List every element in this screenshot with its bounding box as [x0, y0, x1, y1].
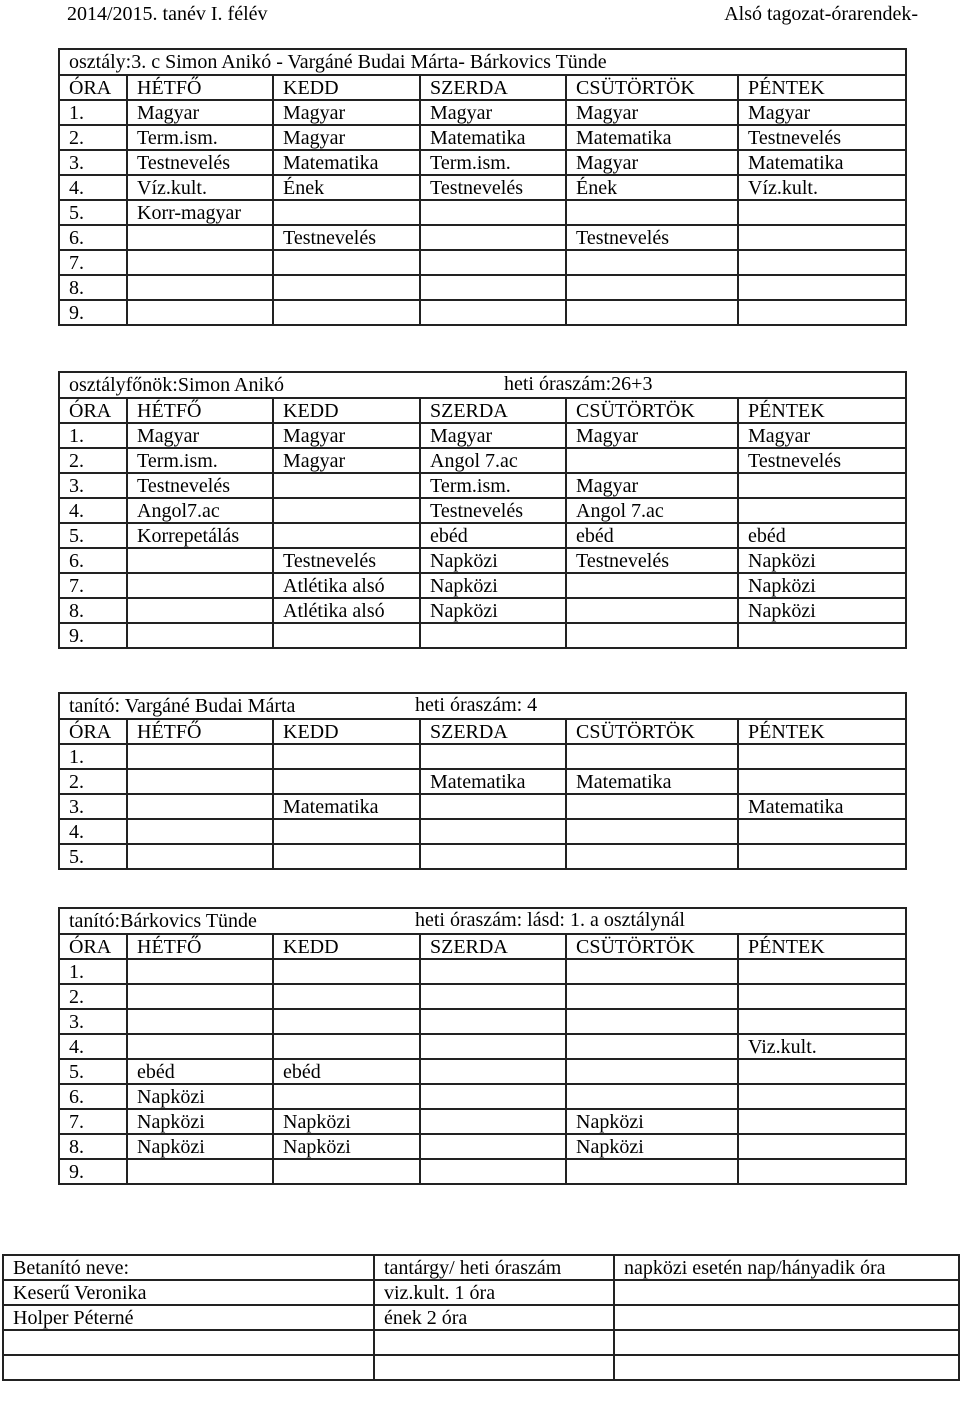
day-header-cell: PÉNTEK	[738, 398, 906, 423]
lesson-cell: Angol 7.ac	[566, 498, 738, 523]
lesson-cell	[738, 819, 906, 844]
lesson-cell	[566, 275, 738, 300]
day-header-row	[59, 398, 906, 423]
lesson-cell	[127, 275, 273, 300]
lesson-cell	[127, 1009, 273, 1034]
lesson-cell	[738, 275, 906, 300]
day-header-cell: KEDD	[273, 719, 420, 744]
lesson-row	[59, 175, 906, 200]
lesson-cell	[566, 250, 738, 275]
lesson-row	[59, 150, 906, 175]
lesson-row	[59, 250, 906, 275]
lesson-cell	[566, 598, 738, 623]
lesson-cell	[273, 498, 420, 523]
day-header-row	[59, 934, 906, 959]
lesson-number: 4.	[59, 175, 127, 200]
lesson-number: 4.	[59, 498, 127, 523]
document-header-left: 2014/2015. tanév I. félév	[67, 3, 268, 25]
lesson-number: 9.	[59, 1159, 127, 1184]
lesson-cell: Term.ism.	[127, 448, 273, 473]
lesson-row	[59, 300, 906, 325]
lesson-cell	[566, 844, 738, 869]
lesson-number: 5.	[59, 1059, 127, 1084]
lesson-cell	[420, 744, 566, 769]
lesson-number: 5.	[59, 844, 127, 869]
lesson-cell	[738, 623, 906, 648]
day-header-cell: ÓRA	[59, 934, 127, 959]
lesson-cell: Víz.kult.	[738, 175, 906, 200]
lesson-cell: Testnevelés	[566, 225, 738, 250]
lesson-cell	[420, 1009, 566, 1034]
lesson-cell: Angol7.ac	[127, 498, 273, 523]
lesson-row	[59, 498, 906, 523]
substitute-row	[3, 1330, 959, 1355]
lesson-number: 3.	[59, 150, 127, 175]
lesson-cell: Magyar	[566, 423, 738, 448]
lesson-row	[59, 100, 906, 125]
lesson-row	[59, 984, 906, 1009]
lesson-cell	[273, 819, 420, 844]
lesson-cell: Magyar	[273, 100, 420, 125]
lesson-number: 2.	[59, 769, 127, 794]
lesson-cell	[738, 984, 906, 1009]
lesson-cell: Ének	[566, 175, 738, 200]
lesson-cell: Viz.kult.	[738, 1034, 906, 1059]
lesson-row	[59, 448, 906, 473]
day-header-cell: HÉTFŐ	[127, 398, 273, 423]
lesson-cell: Testnevelés	[127, 473, 273, 498]
lesson-row	[59, 1159, 906, 1184]
substitute-cell: ének 2 óra	[374, 1305, 614, 1330]
substitute-cell	[374, 1330, 614, 1355]
lesson-row	[59, 548, 906, 573]
lesson-cell	[127, 573, 273, 598]
lesson-cell	[273, 623, 420, 648]
lesson-row	[59, 125, 906, 150]
lesson-cell	[566, 819, 738, 844]
substitute-row	[3, 1280, 959, 1305]
lesson-cell	[738, 1109, 906, 1134]
lesson-cell	[420, 225, 566, 250]
lesson-cell	[738, 473, 906, 498]
day-header-cell: CSÜTÖRTÖK	[566, 719, 738, 744]
lesson-cell	[127, 1034, 273, 1059]
lesson-cell: Term.ism.	[127, 125, 273, 150]
lesson-cell	[566, 959, 738, 984]
lesson-row	[59, 598, 906, 623]
lesson-cell: Atlétika alsó	[273, 598, 420, 623]
lesson-cell	[273, 250, 420, 275]
lesson-cell	[738, 1084, 906, 1109]
lesson-number: 3.	[59, 794, 127, 819]
lesson-number: 6.	[59, 225, 127, 250]
lesson-cell	[273, 769, 420, 794]
substitute-cell: Keserű Veronika	[3, 1280, 374, 1305]
lesson-cell: Napközi	[738, 548, 906, 573]
lesson-cell: Testnevelés	[127, 150, 273, 175]
lesson-cell	[127, 1159, 273, 1184]
lesson-cell: Matematika	[420, 125, 566, 150]
lesson-number: 8.	[59, 598, 127, 623]
lesson-cell	[738, 1059, 906, 1084]
lesson-cell: Matematika	[566, 769, 738, 794]
timetable-title-left: tanító: Vargáné Budai Márta	[69, 695, 296, 717]
lesson-cell: Angol 7.ac	[420, 448, 566, 473]
lesson-cell: Napközi	[273, 1109, 420, 1134]
lesson-cell	[738, 225, 906, 250]
lesson-cell	[420, 1084, 566, 1109]
lesson-cell	[127, 623, 273, 648]
day-header-cell: SZERDA	[420, 398, 566, 423]
lesson-cell	[566, 1159, 738, 1184]
substitute-cell: Holper Péterné	[3, 1305, 374, 1330]
class-timetable	[58, 48, 907, 326]
homeroom-teacher-timetable	[58, 371, 907, 649]
lesson-cell	[566, 1084, 738, 1109]
lesson-row	[59, 959, 906, 984]
lesson-row	[59, 794, 906, 819]
lesson-cell	[566, 300, 738, 325]
lesson-number: 9.	[59, 623, 127, 648]
lesson-row	[59, 1109, 906, 1134]
lesson-cell	[566, 573, 738, 598]
timetable-title: osztály:3. c Simon Anikó - Vargáné Budai Márta- Bárkovics Tünde	[59, 49, 906, 75]
timetable-title-row	[59, 908, 906, 934]
lesson-row	[59, 819, 906, 844]
lesson-cell	[127, 250, 273, 275]
lesson-cell	[420, 1134, 566, 1159]
lesson-row	[59, 473, 906, 498]
lesson-number: 2.	[59, 448, 127, 473]
lesson-row	[59, 573, 906, 598]
lesson-row	[59, 1034, 906, 1059]
lesson-cell: Matematika	[273, 794, 420, 819]
lesson-cell	[420, 1159, 566, 1184]
lesson-cell: Matematika	[738, 794, 906, 819]
lesson-cell	[127, 844, 273, 869]
lesson-cell	[566, 1034, 738, 1059]
lesson-cell: Matematika	[738, 150, 906, 175]
lesson-number: 1.	[59, 423, 127, 448]
lesson-number: 8.	[59, 1134, 127, 1159]
lesson-cell: Magyar	[420, 423, 566, 448]
lesson-number: 9.	[59, 300, 127, 325]
lesson-cell	[566, 1059, 738, 1084]
lesson-cell	[738, 744, 906, 769]
lesson-cell	[273, 1084, 420, 1109]
day-header-cell: KEDD	[273, 934, 420, 959]
document-header-right: Alsó tagozat-órarendek-	[724, 3, 918, 25]
lesson-cell: Napközi	[127, 1084, 273, 1109]
day-header-cell: PÉNTEK	[738, 719, 906, 744]
lesson-cell: Napközi	[420, 548, 566, 573]
day-header-row	[59, 75, 906, 100]
substitute-cell	[614, 1280, 959, 1305]
day-header-cell: CSÜTÖRTÖK	[566, 75, 738, 100]
lesson-cell	[420, 275, 566, 300]
lesson-cell	[127, 598, 273, 623]
day-header-cell: ÓRA	[59, 719, 127, 744]
lesson-row	[59, 1009, 906, 1034]
lesson-cell: Matematika	[566, 125, 738, 150]
timetable-title-row	[59, 49, 906, 75]
lesson-cell: Testnevelés	[273, 548, 420, 573]
lesson-cell	[738, 959, 906, 984]
lesson-number: 6.	[59, 1084, 127, 1109]
lesson-cell	[738, 250, 906, 275]
lesson-cell	[738, 844, 906, 869]
lesson-cell: Term.ism.	[420, 473, 566, 498]
lesson-cell: ebéd	[566, 523, 738, 548]
lesson-number: 1.	[59, 100, 127, 125]
lesson-cell: Atlétika alsó	[273, 573, 420, 598]
day-header-cell: SZERDA	[420, 75, 566, 100]
lesson-cell: Testnevelés	[566, 548, 738, 573]
substitute-cell	[614, 1305, 959, 1330]
lesson-cell: Testnevelés	[738, 125, 906, 150]
lesson-cell	[127, 300, 273, 325]
substitute-cell	[374, 1355, 614, 1380]
lesson-cell	[420, 819, 566, 844]
lesson-cell: Testnevelés	[738, 448, 906, 473]
day-header-cell: PÉNTEK	[738, 934, 906, 959]
timetable-title-left: tanító:Bárkovics Tünde	[69, 910, 257, 932]
lesson-cell: ebéd	[273, 1059, 420, 1084]
timetable-title-left: osztályfőnök:Simon Anikó	[69, 374, 284, 396]
day-header-cell: HÉTFŐ	[127, 934, 273, 959]
lesson-cell: Magyar	[420, 100, 566, 125]
lesson-cell	[738, 1159, 906, 1184]
lesson-number: 7.	[59, 573, 127, 598]
lesson-row	[59, 623, 906, 648]
lesson-cell	[420, 984, 566, 1009]
lesson-number: 2.	[59, 984, 127, 1009]
lesson-cell: Magyar	[273, 125, 420, 150]
lesson-number: 1.	[59, 744, 127, 769]
lesson-cell: Magyar	[273, 448, 420, 473]
lesson-number: 4.	[59, 1034, 127, 1059]
lesson-cell	[127, 794, 273, 819]
lesson-cell: Napközi	[420, 598, 566, 623]
day-header-cell: ÓRA	[59, 398, 127, 423]
day-header-row	[59, 719, 906, 744]
lesson-number: 6.	[59, 548, 127, 573]
lesson-cell: Testnevelés	[420, 498, 566, 523]
lesson-cell: Napközi	[273, 1134, 420, 1159]
lesson-cell: Magyar	[127, 100, 273, 125]
lesson-cell: Term.ism.	[420, 150, 566, 175]
day-header-cell: KEDD	[273, 75, 420, 100]
lesson-number: 1.	[59, 959, 127, 984]
lesson-cell	[420, 200, 566, 225]
lesson-cell: Magyar	[566, 473, 738, 498]
lesson-cell	[738, 1134, 906, 1159]
lesson-cell	[273, 959, 420, 984]
lesson-cell	[738, 300, 906, 325]
day-header-cell: HÉTFŐ	[127, 75, 273, 100]
substitute-header-row	[3, 1255, 959, 1280]
substitute-row	[3, 1305, 959, 1330]
timetable-title-row	[59, 372, 906, 398]
lesson-number: 8.	[59, 275, 127, 300]
substitute-cell	[614, 1355, 959, 1380]
day-header-cell: CSÜTÖRTÖK	[566, 934, 738, 959]
day-header-cell: ÓRA	[59, 75, 127, 100]
lesson-cell: Napközi	[420, 573, 566, 598]
lesson-number: 3.	[59, 1009, 127, 1034]
lesson-cell	[738, 498, 906, 523]
substitute-cell	[614, 1330, 959, 1355]
lesson-cell: Napközi	[127, 1109, 273, 1134]
substitute-teachers-table	[2, 1254, 960, 1381]
teacher-barkovics-timetable	[58, 907, 907, 1185]
lesson-cell: Magyar	[127, 423, 273, 448]
lesson-cell: Matematika	[273, 150, 420, 175]
lesson-row	[59, 1059, 906, 1084]
lesson-cell	[420, 623, 566, 648]
lesson-cell: Magyar	[273, 423, 420, 448]
day-header-cell: CSÜTÖRTÖK	[566, 398, 738, 423]
day-header-cell: PÉNTEK	[738, 75, 906, 100]
lesson-cell	[738, 200, 906, 225]
lesson-cell: Magyar	[566, 150, 738, 175]
timetable-title	[59, 693, 906, 719]
lesson-cell	[273, 1009, 420, 1034]
lesson-cell	[420, 959, 566, 984]
lesson-cell	[127, 984, 273, 1009]
lesson-cell: Napközi	[566, 1134, 738, 1159]
lesson-number: 7.	[59, 1109, 127, 1134]
lesson-number: 7.	[59, 250, 127, 275]
lesson-cell: Korr-magyar	[127, 200, 273, 225]
lesson-row	[59, 1134, 906, 1159]
lesson-cell	[127, 769, 273, 794]
lesson-cell: Korrepetálás	[127, 523, 273, 548]
lesson-cell	[273, 1159, 420, 1184]
lesson-cell	[566, 1009, 738, 1034]
lesson-row	[59, 275, 906, 300]
lesson-cell: Napközi	[738, 573, 906, 598]
lesson-cell	[738, 769, 906, 794]
lesson-row	[59, 1084, 906, 1109]
day-header-cell: SZERDA	[420, 934, 566, 959]
substitute-header-cell: tantárgy/ heti óraszám	[374, 1255, 614, 1280]
lesson-cell	[273, 200, 420, 225]
lesson-cell: Napközi	[127, 1134, 273, 1159]
day-header-cell: SZERDA	[420, 719, 566, 744]
day-header-cell: HÉTFŐ	[127, 719, 273, 744]
lesson-cell	[127, 225, 273, 250]
lesson-cell	[127, 548, 273, 573]
lesson-cell	[420, 1059, 566, 1084]
lesson-cell	[273, 275, 420, 300]
lesson-cell	[273, 1034, 420, 1059]
lesson-cell: Testnevelés	[420, 175, 566, 200]
timetable-title	[59, 908, 906, 934]
lesson-cell	[127, 959, 273, 984]
lesson-number: 4.	[59, 819, 127, 844]
day-header-cell: KEDD	[273, 398, 420, 423]
teacher-vargane-timetable	[58, 692, 907, 870]
lesson-cell	[566, 744, 738, 769]
lesson-row	[59, 200, 906, 225]
lesson-cell: ebéd	[127, 1059, 273, 1084]
lesson-row	[59, 769, 906, 794]
lesson-cell	[420, 844, 566, 869]
lesson-cell	[273, 473, 420, 498]
lesson-row	[59, 844, 906, 869]
lesson-cell: Ének	[273, 175, 420, 200]
lesson-cell	[273, 523, 420, 548]
lesson-cell: Magyar	[738, 100, 906, 125]
lesson-cell: Napközi	[566, 1109, 738, 1134]
lesson-cell: Napközi	[738, 598, 906, 623]
substitute-cell: viz.kult. 1 óra	[374, 1280, 614, 1305]
substitute-cell	[3, 1355, 374, 1380]
lesson-cell: Testnevelés	[273, 225, 420, 250]
lesson-cell	[420, 794, 566, 819]
lesson-cell: ebéd	[420, 523, 566, 548]
lesson-number: 2.	[59, 125, 127, 150]
timetable-title-right: heti óraszám: lásd: 1. a osztálynál	[415, 909, 685, 931]
lesson-cell	[566, 984, 738, 1009]
lesson-row	[59, 744, 906, 769]
lesson-cell	[273, 300, 420, 325]
lesson-cell	[273, 744, 420, 769]
timetable-title-row	[59, 693, 906, 719]
lesson-cell: Magyar	[738, 423, 906, 448]
lesson-row	[59, 225, 906, 250]
lesson-cell: Matematika	[420, 769, 566, 794]
lesson-cell	[127, 819, 273, 844]
lesson-cell	[420, 1109, 566, 1134]
lesson-row	[59, 523, 906, 548]
lesson-cell	[420, 300, 566, 325]
lesson-number: 5.	[59, 523, 127, 548]
lesson-cell	[127, 744, 273, 769]
substitute-row	[3, 1355, 959, 1380]
lesson-cell	[566, 623, 738, 648]
lesson-number: 5.	[59, 200, 127, 225]
lesson-cell	[738, 1009, 906, 1034]
lesson-cell	[566, 200, 738, 225]
lesson-cell	[420, 1034, 566, 1059]
substitute-header-cell: Betanító neve:	[3, 1255, 374, 1280]
substitute-cell	[3, 1330, 374, 1355]
timetable-title-right: heti óraszám: 4	[415, 694, 538, 716]
lesson-cell: Víz.kult.	[127, 175, 273, 200]
lesson-number: 3.	[59, 473, 127, 498]
lesson-cell	[566, 794, 738, 819]
timetable-title	[59, 372, 906, 398]
lesson-cell: Magyar	[566, 100, 738, 125]
lesson-cell	[566, 448, 738, 473]
lesson-cell	[273, 984, 420, 1009]
lesson-cell	[273, 844, 420, 869]
lesson-cell	[420, 250, 566, 275]
lesson-cell: ebéd	[738, 523, 906, 548]
lesson-row	[59, 423, 906, 448]
substitute-header-cell: napközi esetén nap/hányadik óra	[614, 1255, 959, 1280]
timetable-title-right: heti óraszám:26+3	[504, 373, 653, 395]
